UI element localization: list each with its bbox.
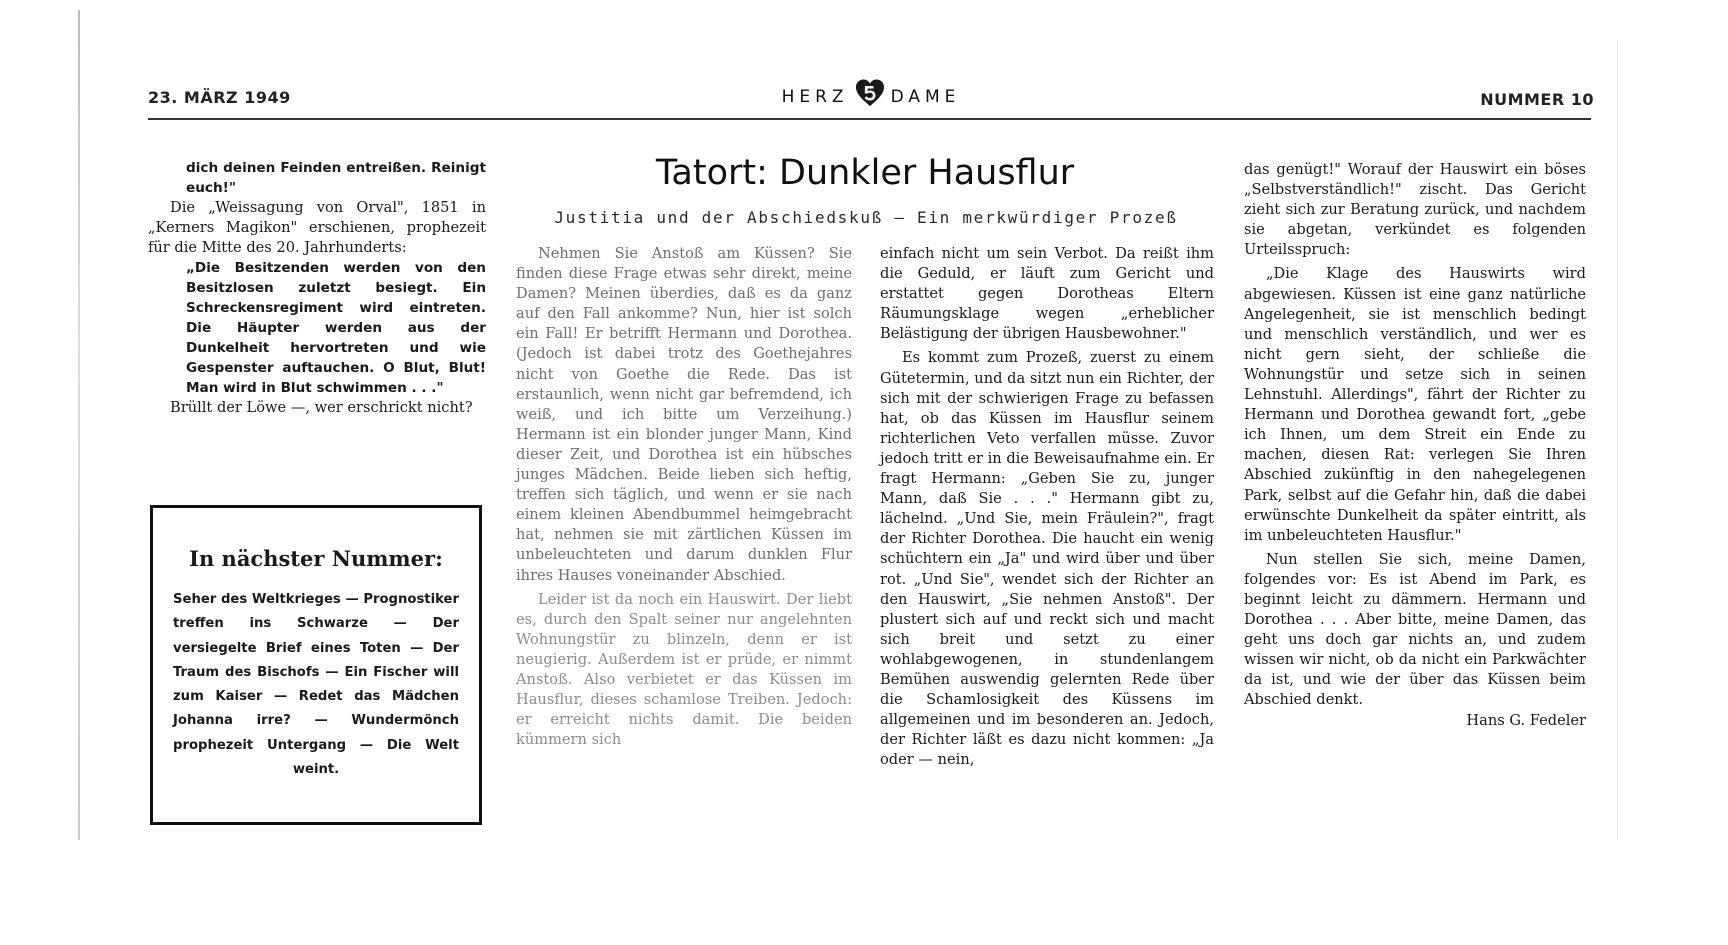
paragraph: Nehmen Sie Anstoß am Küssen? Sie finden diese Frage etwas sehr direkt, meine Damen? Meinen überdies, daß es da ganz auf den Fall ankomme? Nun, hier ist solch ein Fall! Er betrifft Hermann und Dorothea. (Jedoch ist dabei trotz des Goethejahres nicht von Goethe die Rede. Das ist erstaunlich, wenn nicht gar befremdend, ich weiß, und ich bitte um Verzeihung.) Hermann ist ein blonder junger Mann, Kind dieser Zeit, und Dorothea ist ein hübsches junges Mädchen. Beide lieben sich heftig, treffen sich täglich, und wenn er sie nach einem kleinen Abendbummel heimgebracht hat, nehmen sie mit zärtlichen Küssen im unbeleuchteten und darum dunklen Flur ihres Hauses voneinander Abschied. [516, 245, 852, 584]
paragraph: Die „Weissagung von Orval", 1851 in „Kerners Magikon" erschienen, prophezeit für die Mitte des 20. Jahrhunderts: [148, 199, 486, 257]
article-column-2 [880, 244, 1214, 770]
issue-date: 23. MÄRZ 1949 [148, 88, 291, 107]
paragraph: „Die Klage des Hauswirts wird abgewiesen. Küssen ist eine ganz natürliche Angelegenheit, sie ist menschlich bedingt und menschlich verständlich, und wer es nicht gern sieht, der schließe die Wohnungstür und setze sich in seinen Lehnstuhl. Allerdings", fährt der Richter zu Hermann und Dorothea gewandt fort, „gebe ich Ihnen, um dem Streit ein Ende zu machen, diesen Rat: verlegen Sie Ihren Abschied zukünftig in den nahegelegenen Park, selbst auf die Gefahr hin, daß die dabei erwünschte Dunkelheit da später eintritt, als im unbeleuchteten Hausflur." [1244, 265, 1586, 544]
article-column-3 [1244, 160, 1586, 731]
header-rule [148, 118, 1591, 120]
quote-ending: dich deinen Feinden entreißen. Reinigt euch!" [186, 160, 486, 196]
article-column-1 [516, 244, 852, 750]
masthead-left: HERZ [781, 87, 849, 107]
next-issue-box [150, 505, 482, 825]
paragraph: Leider ist da noch ein Hauswirt. Der liebt es, durch den Spalt seiner nur angelehnten Wohnungstür zu blinzeln, denn er ist neugierig. Außerdem ist er prüde, er nimmt Anstoß. Also verbietet er das Küssen im Hausflur, dieses schamlose Treiben. Jedoch: er erreicht nichts damit. Die beiden kümmern sich [516, 590, 852, 749]
page-header [148, 86, 1594, 114]
author-signature: Hans G. Fedeler [1466, 711, 1586, 729]
masthead [148, 86, 1594, 108]
paragraph: Nun stellen Sie sich, meine Damen, folgendes vor: Es ist Abend im Park, es beginnt leicht zu dämmern. Hermann und Dorothea . . . Aber bitte, meine Damen, das geht uns doch gar nichts an, und zudem wissen wir nicht, ob da nicht ein Parkwächter da ist, und wie der über das Küssen beim Abschied denkt. [1244, 550, 1586, 709]
issue-number: NUMMER 10 [1480, 90, 1594, 109]
heart-logo-icon [855, 78, 885, 108]
article-subtitle: Justitia und der Abschiedskuß — Ein merkwürdiger Prozeß [554, 208, 1178, 227]
column-prophecy [148, 158, 486, 418]
scan-edge [78, 10, 80, 840]
next-issue-contents: Seher des Weltkrieges — Prognostiker treffen ins Schwarze — Der versiegelte Brief eines Toten — Der Traum des Bischofs — Ein Fischer will zum Kaiser — Redet das Mädchen Johanna irre? — Wundermönch prophezeit Untergang — Die Welt weint. [173, 592, 459, 778]
article-title: Tatort: Dunkler Hausflur [655, 153, 1075, 193]
prophecy-quote: „Die Besitzenden werden von den Besitzlosen zuletzt besiegt. Ein Schreckensregiment wird eintreten. Die Häupter werden aus der Dunkelheit hervortreten und wie Gespenster auftauchen. O Blut, Blut! Man wird in Blut schwimmen . . ." [186, 260, 486, 397]
paragraph: Es kommt zum Prozeß, zuerst zu einem Gütetermin, und da sitzt nun ein Richter, der sich mit der schwierigen Frage zu befassen hat, ob das Küssen im Hausflur seinem richterlichen Veto verfallen müsse. Zuvor jedoch tritt er in die Beweisaufnahme ein. Er fragt Hermann: „Geben Sie zu, junger Mann, daß Sie . . ." Hermann gibt zu, lächelnd. „Und Sie, mein Fräulein?", fragt der Richter Dorothea. Die haucht ein wenig schüchtern ein „Ja" und wird über und über rot. „Und Sie", wendet sich der Richter an den Hauswirt, „Sie nehmen Anstoß". Der plustert sich auf und reckt sich und macht sich breit und setzt zu einer wohlabgewogenen, in stundenlangem Bemühen auswendig gelernten Rede über die Schamlosigkeit des Küssens im allgemeinen und im besonderen an. Jedoch, der Richter läßt es dazu nicht kommen: „Ja oder — nein, [880, 349, 1214, 769]
next-issue-title: In nächster Nummer: [189, 546, 443, 571]
paragraph: Brüllt der Löwe —, wer erschrickt nicht? [170, 399, 473, 417]
scan-edge-right [1617, 40, 1618, 840]
paragraph: das genügt!" Worauf der Hauswirt ein böses „Selbstverständlich!" zischt. Das Gericht zieht sich zur Beratung zurück, und nachdem sie abgetan, verkündet es folgenden Urteilsspruch: [1244, 161, 1586, 259]
masthead-right: DAME [890, 87, 961, 107]
paragraph: einfach nicht um sein Verbot. Da reißt ihm die Geduld, er läuft zum Gericht und erstattet gegen Dorotheas Eltern Räumungsklage wegen „erheblicher Belästigung der übrigen Hausbewohner." [880, 245, 1214, 343]
